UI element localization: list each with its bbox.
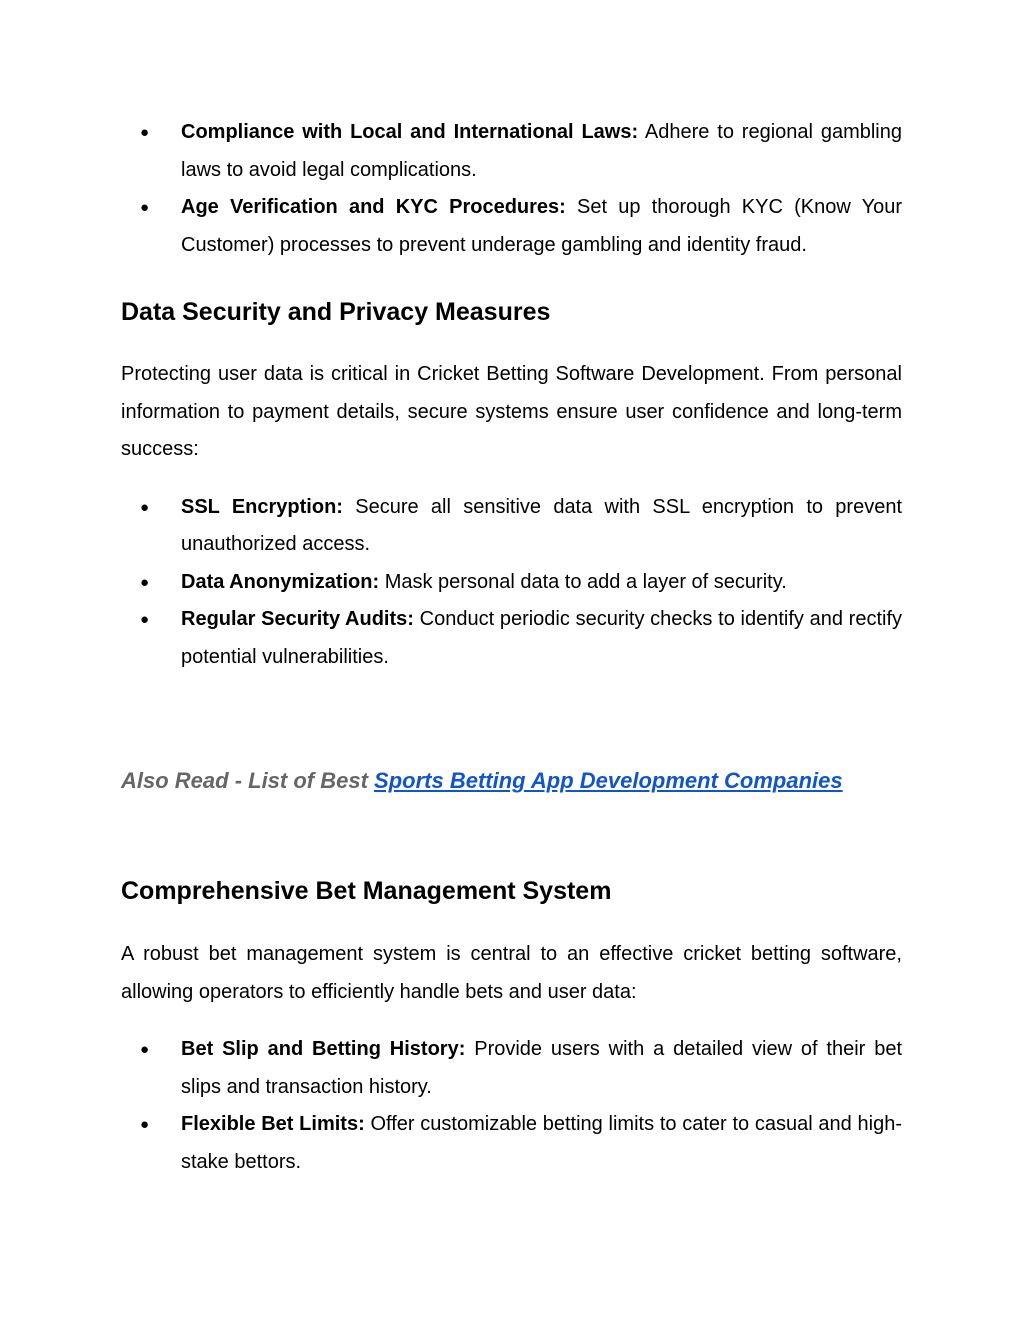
bullet-icon: ● xyxy=(140,1116,150,1133)
security-list xyxy=(121,489,902,677)
bullet-icon: ● xyxy=(140,611,150,628)
list-item-text: Secure all sensitive data with SSL encryption to prevent unauthorized access. xyxy=(181,495,902,555)
section-heading-data-security: Data Security and Privacy Measures xyxy=(121,298,551,326)
bullet-icon: ● xyxy=(140,199,150,216)
list-item-title: Regular Security Audits: xyxy=(181,608,414,630)
list-item-text: Offer customizable betting limits to cater to casual and high-stake bettors. xyxy=(181,1113,902,1173)
section-paragraph-data-security: Protecting user data is critical in Cricket Betting Software Development. From personal information to payment details, secure systems ensure user confidence and long-term success: xyxy=(121,363,902,460)
section-paragraph-bet-management: A robust bet management system is central to an effective cricket betting software, allowing operators to efficiently handle bets and user data: xyxy=(121,943,902,1003)
bullet-icon: ● xyxy=(140,498,150,516)
bullet-icon: ● xyxy=(140,1041,150,1058)
list-item-text: Provide users with a detailed view of their bet slips and transaction history. xyxy=(181,1038,903,1098)
list-item xyxy=(121,489,902,564)
list-item-title: Compliance with Local and International Laws: xyxy=(181,121,639,143)
also-read-prefix: Also Read - List of Best xyxy=(121,768,375,793)
list-item xyxy=(121,601,902,676)
list-item xyxy=(121,189,902,264)
list-item-title: Data Anonymization: xyxy=(181,570,380,593)
list-item-text: Set up thorough KYC (Know Your Customer) processes to prevent underage gambling and identity fraud. xyxy=(181,196,902,256)
bullet-icon: ● xyxy=(140,124,150,141)
compliance-list xyxy=(121,114,902,264)
also-read-link[interactable]: Sports Betting App Development Companies xyxy=(374,768,843,793)
list-item-text: Mask personal data to add a layer of security. xyxy=(379,570,787,593)
list-item xyxy=(121,1106,902,1181)
list-item-title: Flexible Bet Limits: xyxy=(181,1113,365,1135)
list-item-title: SSL Encryption: xyxy=(181,495,343,518)
list-item-text: Adhere to regional gambling laws to avoid legal complications. xyxy=(181,121,902,181)
bullet-icon: ● xyxy=(140,573,150,591)
also-read-line xyxy=(121,766,902,796)
list-item-text: Conduct periodic security checks to identify and rectify potential vulnerabilities. xyxy=(181,608,902,668)
list-item-title: Age Verification and KYC Procedures: xyxy=(181,196,566,218)
list-item xyxy=(121,114,902,189)
list-item xyxy=(121,564,902,602)
list-item xyxy=(121,1031,902,1106)
section-heading-bet-management: Comprehensive Bet Management System xyxy=(121,877,612,905)
list-item-title: Bet Slip and Betting History: xyxy=(181,1038,466,1060)
bet-management-list xyxy=(121,1031,902,1181)
